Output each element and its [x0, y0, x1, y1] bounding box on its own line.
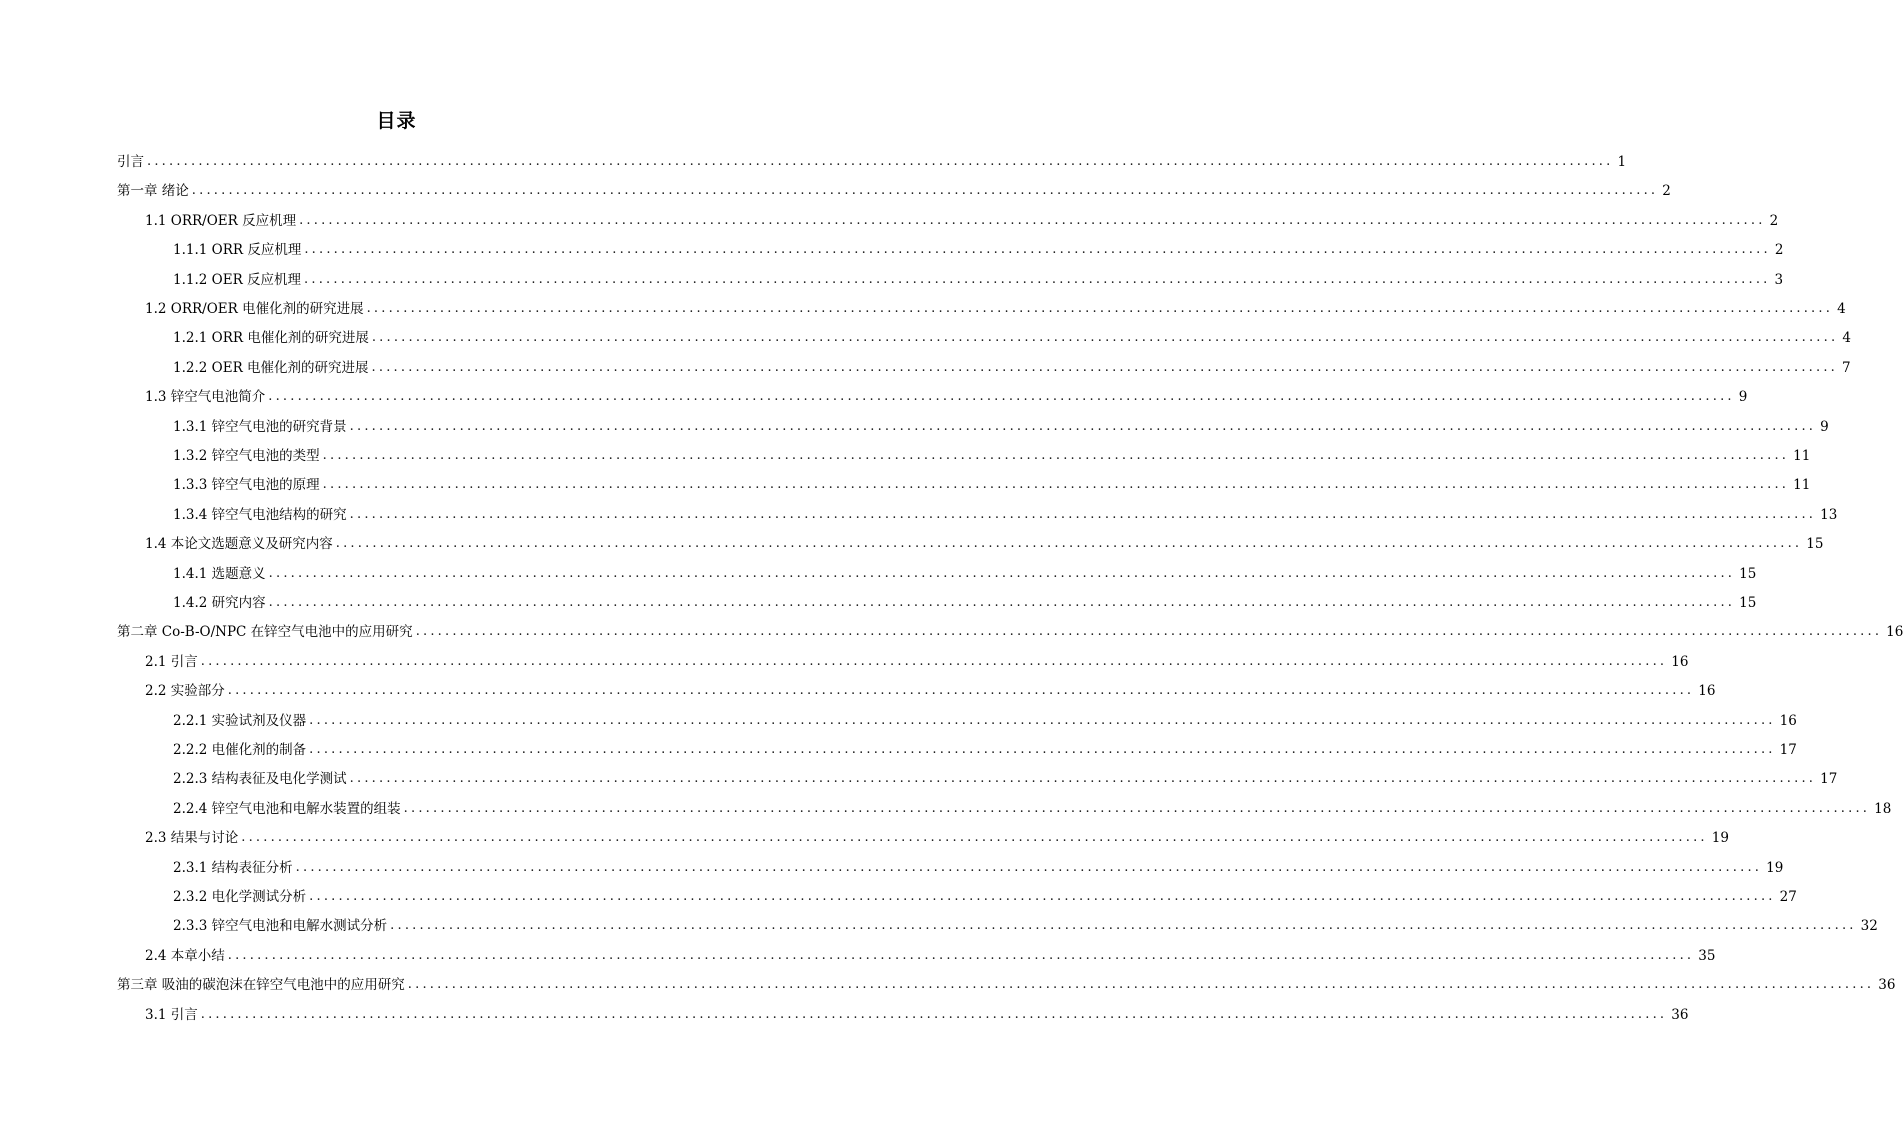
toc-entry-page-number: 9 — [1738, 389, 1748, 406]
toc-entry-page-number: 16 — [1886, 624, 1903, 641]
toc-leader-dots: ........................................................................................................................................................................................................ — [403, 800, 1871, 816]
toc-entry-label: 第二章 Co-B-O/NPC 在锌空气电池中的应用研究 — [117, 624, 413, 641]
toc-entry-label: 2.2.2 电催化剂的制备 — [173, 742, 307, 758]
toc-entry-label: 1.2.1 ORR 电催化剂的研究进展 — [173, 330, 369, 347]
toc-leader-dots: ........................................................................................................................................................................................................ — [390, 918, 1857, 934]
toc-entry-label: 1.2 ORR/OER 电催化剂的研究进展 — [145, 301, 364, 317]
toc-leader-dots: ........................................................................................................................................................................................................ — [335, 536, 1803, 552]
toc-entry-label: 1.3 锌空气电池简介 — [145, 389, 266, 406]
toc-entry-label: 2.2.1 实验试剂及仪器 — [173, 712, 307, 729]
toc-entry[interactable] — [173, 797, 1892, 819]
toc-entry[interactable] — [173, 473, 1811, 495]
toc-entry[interactable] — [173, 415, 1829, 437]
toc-entry-page-number: 7 — [1842, 359, 1851, 376]
toc-leader-dots: ........................................................................................................................................................................................................ — [371, 330, 1839, 346]
toc-leader-dots: ........................................................................................................................................................................................................ — [268, 565, 1736, 581]
toc-entry-label: 1.2.2 OER 电催化剂的研究进展 — [173, 359, 369, 376]
toc-entry-page-number: 3 — [1774, 271, 1784, 288]
toc-leader-dots: ........................................................................................................................................................................................................ — [304, 271, 1771, 287]
toc-leader-dots: ........................................................................................................................................................................................................ — [309, 742, 1776, 757]
toc-entry-label: 1.3.1 锌空气电池的研究背景 — [173, 418, 347, 435]
page-title: 目录 — [376, 110, 417, 132]
toc-entry-page-number: 18 — [1874, 800, 1892, 817]
toc-entry[interactable] — [173, 562, 1757, 584]
toc-leader-dots: ........................................................................................................................................................................................................ — [407, 977, 1875, 993]
toc-leader-dots: ........................................................................................................................................................................................................ — [200, 1006, 1668, 1022]
toc-entry-label: 2.1 引言 — [145, 653, 198, 670]
toc-entry-label: 1.4 本论文选题意义及研究内容 — [145, 536, 333, 553]
toc-leader-dots: ........................................................................................................................................................................................................ — [227, 947, 1695, 963]
toc-leader-dots: ........................................................................................................................................................................................................ — [304, 242, 1771, 258]
toc-leader-dots: ........................................................................................................................................................................................................ — [366, 301, 1834, 316]
toc-entry-label: 第一章 绪论 — [117, 183, 189, 200]
toc-leader-dots: ........................................................................................................................................................................................................ — [227, 683, 1695, 699]
toc-entry-page-number: 9 — [1820, 418, 1829, 435]
toc-entry[interactable] — [145, 209, 1779, 231]
toc-leader-dots: ........................................................................................................................................................................................................ — [309, 889, 1776, 904]
toc-entry-page-number: 19 — [1711, 830, 1729, 847]
toc-entry-label: 第三章 吸油的碳泡沫在锌空气电池中的应用研究 — [117, 977, 405, 994]
toc-entry[interactable] — [117, 179, 1671, 201]
toc-entry[interactable] — [145, 532, 1824, 554]
toc-entry[interactable] — [145, 1003, 1689, 1025]
toc-entry-label: 2.3.2 电化学测试分析 — [173, 889, 307, 905]
toc-entry-page-number: 1 — [1617, 154, 1627, 170]
toc-entry-page-number: 13 — [1820, 506, 1838, 523]
toc-leader-dots: ........................................................................................................................................................................................................ — [241, 830, 1708, 846]
toc-entry[interactable] — [173, 444, 1811, 466]
toc-entry-label: 1.1.1 ORR 反应机理 — [173, 242, 302, 259]
toc-entry-page-number: 2 — [1774, 242, 1784, 259]
toc-entry-page-number: 16 — [1779, 712, 1797, 729]
toc-entry[interactable] — [173, 591, 1757, 613]
toc-entry-page-number: 15 — [1739, 595, 1757, 611]
toc-entry-page-number: 17 — [1820, 771, 1838, 788]
toc-entry-page-number: 11 — [1793, 477, 1811, 494]
toc-leader-dots: ........................................................................................................................................................................................................ — [268, 389, 1735, 405]
toc-leader-dots: ........................................................................................................................................................................................................ — [268, 595, 1736, 610]
toc-entry-label: 1.1 ORR/OER 反应机理 — [145, 212, 297, 229]
toc-entry-page-number: 15 — [1806, 536, 1824, 553]
toc-leader-dots: ........................................................................................................................................................................................................ — [349, 771, 1817, 787]
toc-entry-label: 1.3.4 锌空气电池结构的研究 — [173, 506, 347, 523]
toc-leader-dots: ........................................................................................................................................................................................................ — [415, 624, 1883, 640]
toc-entry-label: 1.3.2 锌空气电池的类型 — [173, 448, 320, 464]
toc-entry-label: 1.3.3 锌空气电池的原理 — [173, 477, 320, 494]
toc-entry-page-number: 4 — [1837, 301, 1846, 317]
toc-entry-page-number: 17 — [1779, 742, 1797, 758]
toc-leader-dots: ........................................................................................................................................................................................................ — [322, 477, 1790, 493]
toc-entry[interactable] — [173, 238, 1784, 260]
toc-entry-page-number: 11 — [1793, 448, 1811, 464]
toc-entry[interactable] — [145, 944, 1716, 966]
toc-entry-page-number: 35 — [1698, 947, 1716, 964]
toc-leader-dots: ........................................................................................................................................................................................................ — [322, 448, 1790, 463]
toc-leader-dots: ........................................................................................................................................................................................................ — [191, 183, 1659, 199]
toc-entry-label: 2.3.3 锌空气电池和电解水测试分析 — [173, 918, 388, 935]
toc-entry[interactable] — [173, 767, 1838, 789]
toc-entry-page-number: 16 — [1671, 653, 1689, 670]
toc-leader-dots: ........................................................................................................................................................................................................ — [200, 653, 1668, 669]
toc-entry-label: 1.1.2 OER 反应机理 — [173, 271, 302, 288]
toc-entry-page-number: 16 — [1698, 683, 1716, 700]
toc-entry-label: 1.4.2 研究内容 — [173, 595, 266, 611]
toc-entry-label: 3.1 引言 — [145, 1006, 198, 1023]
toc-entry-page-number: 15 — [1739, 565, 1757, 582]
toc-entry[interactable] — [145, 385, 1748, 407]
toc-entry[interactable] — [145, 826, 1729, 848]
toc-leader-dots: ........................................................................................................................................................................................................ — [299, 212, 1766, 228]
toc-entry[interactable] — [145, 297, 1846, 319]
toc-entry[interactable] — [173, 856, 1784, 878]
toc-entry-page-number: 4 — [1842, 330, 1851, 347]
toc-entry-page-number: 36 — [1878, 977, 1896, 994]
toc-entry[interactable] — [173, 914, 1878, 936]
toc-entry-label: 2.3.1 结构表征分析 — [173, 859, 293, 876]
toc-entry[interactable] — [173, 268, 1784, 290]
toc-leader-dots: ........................................................................................................................................................................................................ — [349, 418, 1817, 434]
toc-entry-page-number: 36 — [1671, 1006, 1689, 1023]
toc-entry[interactable] — [117, 620, 1903, 642]
toc-entry-page-number: 27 — [1779, 889, 1797, 905]
toc-leader-dots: ........................................................................................................................................................................................................ — [147, 154, 1614, 169]
toc-leader-dots: ........................................................................................................................................................................................................ — [295, 859, 1763, 875]
toc-leader-dots: ........................................................................................................................................................................................................ — [371, 359, 1838, 375]
toc-entry[interactable] — [117, 973, 1896, 995]
toc-entry[interactable] — [145, 650, 1689, 672]
toc-entry[interactable] — [173, 356, 1851, 378]
toc-entry[interactable] — [173, 503, 1838, 525]
toc-entry-label: 2.4 本章小结 — [145, 947, 225, 964]
toc-entry-page-number: 2 — [1662, 183, 1671, 200]
toc-entry-page-number: 19 — [1766, 859, 1784, 876]
toc-entry-label: 2.2.4 锌空气电池和电解水装置的组装 — [173, 800, 401, 817]
toc-entry[interactable] — [173, 709, 1797, 731]
toc-entry-page-number: 2 — [1769, 212, 1779, 229]
toc-entry[interactable] — [173, 326, 1851, 348]
toc-entry-label: 引言 — [117, 154, 144, 170]
toc-entry[interactable] — [145, 679, 1716, 701]
toc-entry-label: 2.2 实验部分 — [145, 683, 225, 700]
toc-entry[interactable] — [173, 885, 1797, 907]
toc-entry-label: 2.2.3 结构表征及电化学测试 — [173, 771, 347, 788]
toc-entry[interactable] — [117, 150, 1627, 172]
toc-entry-label: 2.3 结果与讨论 — [145, 830, 239, 847]
toc-entry[interactable] — [173, 738, 1797, 760]
toc-leader-dots: ........................................................................................................................................................................................................ — [309, 712, 1776, 728]
toc-leader-dots: ........................................................................................................................................................................................................ — [349, 506, 1817, 522]
toc-entry-label: 1.4.1 选题意义 — [173, 565, 266, 582]
toc-entry-page-number: 32 — [1860, 918, 1878, 935]
